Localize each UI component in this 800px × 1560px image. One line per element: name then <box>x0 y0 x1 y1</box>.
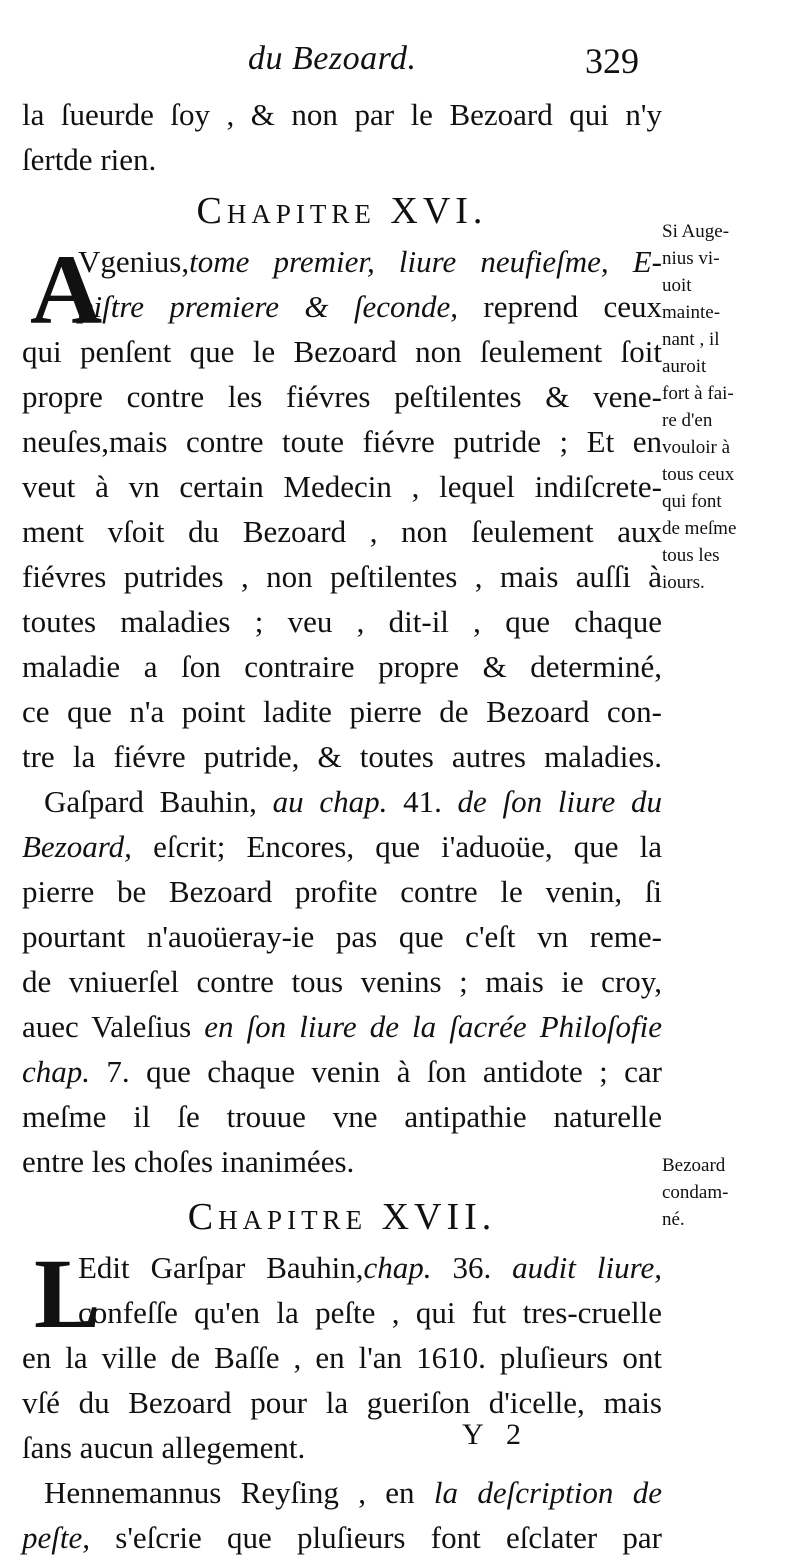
text-line: propre contre les fiévres peſtilentes & vene- <box>22 379 662 414</box>
italic-span: Bezoard, <box>22 829 132 864</box>
text-span: auec Valeſius <box>22 1009 205 1044</box>
text-span: Hennemannus Reyſing , en <box>44 1475 434 1510</box>
drop-cap-letter: A <box>30 234 103 345</box>
italic-span: en ſon liure de la ſacrée Philoſofie <box>204 1009 663 1044</box>
italic-span: piſtre premiere & ſeconde, <box>78 289 459 324</box>
margin-line: mainte- <box>662 302 721 323</box>
text-span: Edit Garſpar Bauhin, <box>78 1250 364 1285</box>
text-span: Gaſpard Bauhin, <box>44 784 273 819</box>
margin-line: uoit <box>662 275 692 296</box>
text-line: pourtant n'auoüeray-ie pas que c'eſt vn reme- <box>22 919 662 954</box>
drop-cap-letter: L <box>34 1238 101 1349</box>
text-line: ſans aucun allegement. <box>22 1430 306 1465</box>
text-line: confeſſe qu'en la peſte , qui fut tres-cruelle <box>78 1295 662 1330</box>
text-line <box>22 1470 662 1515</box>
margin-line: re d'en <box>662 410 713 431</box>
main-text-block-1 <box>22 92 662 1560</box>
text-line: meſme il ſe trouue vne antipathie naturelle <box>22 1099 662 1134</box>
text-line: vſé du Bezoard pour la gueriſon d'icelle, mais <box>22 1385 662 1420</box>
running-title: du Bezoard. <box>248 40 417 77</box>
margin-note-bezoard-condamne <box>662 1152 790 1233</box>
running-header <box>0 40 800 90</box>
text-line: neuſes,mais contre toute fiévre putride ; Et en <box>22 424 662 459</box>
margin-line: fort à fai- <box>662 383 734 404</box>
italic-span: de ſon liure du <box>457 784 662 819</box>
text-span: 7. que chaque venin à ſon antidote ; car <box>90 1054 662 1089</box>
italic-span: audit liure, <box>512 1250 662 1285</box>
chapter-16-body <box>22 234 663 1184</box>
text-line <box>22 824 662 869</box>
margin-line: de meſme <box>662 518 737 539</box>
text-line: veut à vn certain Medecin , lequel indiſcrete- <box>22 469 662 504</box>
margin-line: iours. <box>662 572 705 593</box>
margin-line: né. <box>662 1209 685 1230</box>
margin-line: tous ceux <box>662 464 735 485</box>
text-span: reprend ceux <box>458 289 663 324</box>
text-line: toutes maladies ; veu , dit-il , que chaque <box>22 604 662 639</box>
italic-span: tome premier, liure neufieſme, E- <box>189 244 662 279</box>
text-line: en la ville de Baſſe , en l'an 1610. pluſieurs ont <box>22 1340 662 1375</box>
margin-line: nius vi- <box>662 248 720 269</box>
text-span: Vgenius, <box>78 244 190 279</box>
text-line: la ſueurde ſoy , & non par le Bezoard qui n'y <box>22 97 662 132</box>
text-line: fiévres putrides , non peſtilentes , mais auſſi à <box>22 559 662 594</box>
chapter-heading-17: Chapitre XVII. <box>187 1196 497 1238</box>
margin-line: nant , il <box>662 329 720 350</box>
margin-line: Bezoard <box>662 1155 726 1176</box>
margin-note-augenius <box>662 218 790 596</box>
text-span: eſcrit; Encores, que i'aduoüe, que la <box>131 829 662 864</box>
text-line: de vniuerſel contre tous venins ; mais ie croy, <box>22 964 662 999</box>
italic-span: chap. <box>22 1054 91 1089</box>
text-line: ſertde rien. <box>22 142 157 177</box>
italic-span: au chap. <box>272 784 388 819</box>
text-line <box>22 1004 662 1049</box>
signature-mark: Y 2 <box>462 1418 530 1451</box>
text-line: ce que n'a point ladite pierre de Bezoard con- <box>22 694 662 729</box>
text-line <box>22 779 662 824</box>
margin-line: vouloir à <box>662 437 731 458</box>
chapter-heading-16: Chapitre XVI. <box>196 190 488 232</box>
margin-line: condam- <box>662 1182 729 1203</box>
text-line: ment vſoit du Bezoard , non ſeulement aux <box>22 514 662 549</box>
page-number: 329 <box>585 41 639 81</box>
text-span: 41. <box>387 784 458 819</box>
text-line <box>22 284 662 329</box>
text-line: tre la fiévre putride, & toutes autres maladies. <box>22 739 662 774</box>
text-line <box>22 1515 662 1560</box>
text-line: entre les choſes inanimées. <box>22 1144 355 1179</box>
margin-line: Si Auge- <box>662 221 730 242</box>
margin-line: auroit <box>662 356 707 377</box>
text-line: pierre be Bezoard profite contre le venin, ſi <box>22 874 662 909</box>
text-line <box>22 1049 662 1094</box>
italic-span: chap. <box>363 1250 432 1285</box>
text-line <box>22 239 662 284</box>
text-line <box>22 1245 662 1290</box>
margin-line: tous les <box>662 545 720 566</box>
text-line: maladie a ſon contraire propre & determiné, <box>22 649 662 684</box>
text-span: 36. <box>431 1250 513 1285</box>
margin-line: qui font <box>662 491 722 512</box>
chapter-17-body <box>22 1238 663 1560</box>
italic-span: peſte, <box>22 1520 90 1555</box>
italic-span: la deſcription de <box>433 1475 663 1510</box>
text-span: s'eſcrie que pluſieurs font eſclater par <box>90 1520 662 1555</box>
text-line: qui penſent que le Bezoard non ſeulement ſoit <box>22 334 662 369</box>
